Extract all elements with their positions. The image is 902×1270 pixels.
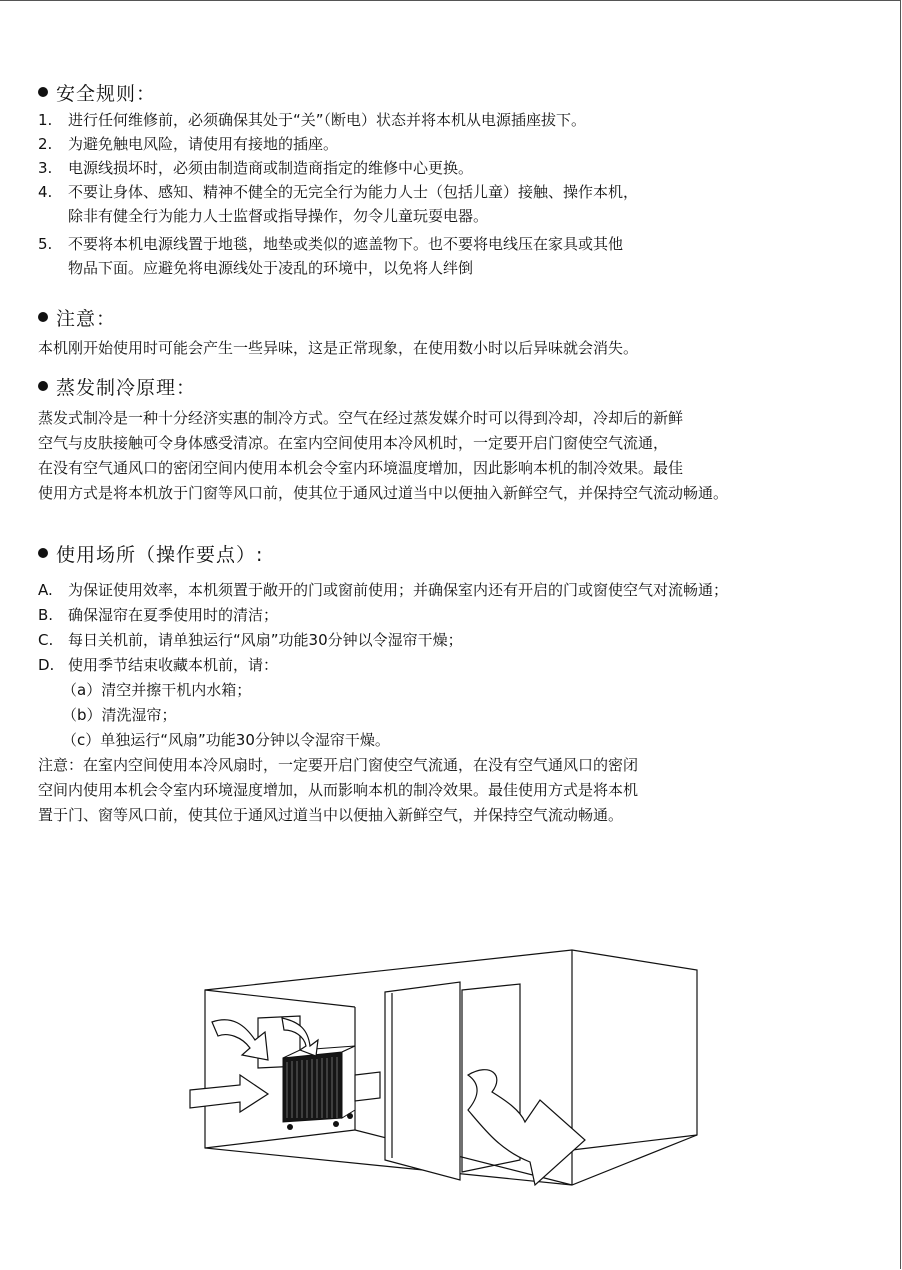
safety-item-3 <box>38 158 473 178</box>
usage-item-d <box>38 655 278 675</box>
usage-item-a <box>38 580 728 600</box>
item-text: 每日关机前，请单独运行“风扇”功能30分钟以令湿帘干燥； <box>68 631 463 649</box>
item-letter: C. <box>38 631 54 649</box>
principle-line-3: 在没有空气通风口的密闭空间内使用本机会令室内环境温度增加，因此影响本机的制冷效果。最佳 <box>38 459 684 477</box>
item-text: 为保证使用效率，本机须置于敞开的门或窗前使用；并确保室内还有开启的门或窗使空气对流畅通； <box>68 581 729 599</box>
usage-subitem-a: （a）清空并擦干机内水箱； <box>62 681 252 699</box>
principle-heading <box>38 376 196 400</box>
safety-item-5 <box>38 234 623 254</box>
principle-line-2: 空气与皮肤接触可令身体感受清凉。在室内空间使用本冷风机时，一定要开启门窗使空气流通， <box>38 434 669 452</box>
bullet-icon <box>38 548 48 558</box>
usage-note-line-1: 注意：在室内空间使用本冷风扇时，一定要开启门窗使空气流通，在没有空气通风口的密闭 <box>38 756 639 774</box>
item-text: 使用季节结束收藏本机前，请： <box>68 656 279 674</box>
item-letter: B. <box>38 606 54 624</box>
airflow-out-stream-icon <box>355 1072 380 1101</box>
item-text: 不要将本机电源线置于地毯，地垫或类似的遮盖物下。也不要将电线压在家具或其他 <box>68 235 624 253</box>
item-number: 1. <box>38 111 53 129</box>
usage-subitem-c: （c）单独运行“风扇”功能30分钟以令湿帘干燥。 <box>62 731 390 749</box>
notice-title: 注意： <box>56 308 117 330</box>
item-number: 5. <box>38 235 53 253</box>
item-text: 进行任何维修前，必须确保其处于“关”（断电）状态并将本机从电源插座拔下。 <box>68 111 587 129</box>
safety-item-1 <box>38 110 586 130</box>
bullet-icon <box>38 312 48 322</box>
item-text: 确保湿帘在夏季使用时的清洁； <box>68 606 279 624</box>
item-text: 电源线损坏时，必须由制造商或制造商指定的维修中心更换。 <box>68 159 474 177</box>
item-letter: D. <box>38 656 55 674</box>
notice-heading <box>38 307 116 331</box>
room-airflow-illustration <box>180 945 705 1195</box>
airflow-window-arrow-icon <box>212 1020 268 1060</box>
usage-subitem-b: （b）清洗湿帘； <box>62 706 177 724</box>
safety-item-2 <box>38 134 338 154</box>
room-edge <box>205 990 355 1007</box>
notice-text: 本机刚开始使用时可能会产生一些异味，这是正常现象，在使用数小时以后异味就会消失。 <box>38 339 639 357</box>
usage-title: 使用场所（操作要点）: <box>56 544 264 566</box>
usage-heading <box>38 543 263 567</box>
usage-item-b <box>38 605 278 625</box>
bullet-icon <box>38 381 48 391</box>
usage-note-line-3: 置于门、窗等风口前，使其位于通风过道当中以便抽入新鲜空气，并保持空气流动畅通。 <box>38 806 624 824</box>
usage-item-c <box>38 630 463 650</box>
safety-item-4-continued: 除非有健全行为能力人士监督或指导操作，勿令儿童玩耍电器。 <box>68 207 489 225</box>
item-text: 为避免触电风险，请使用有接地的插座。 <box>68 135 339 153</box>
open-door <box>385 982 460 1180</box>
item-letter: A. <box>38 581 53 599</box>
item-number: 2. <box>38 135 53 153</box>
air-cooler-icon <box>283 1046 355 1130</box>
safety-title: 安全规则： <box>56 83 157 105</box>
safety-item-4 <box>38 182 638 202</box>
item-number: 3. <box>38 159 53 177</box>
principle-line-1: 蒸发式制冷是一种十分经济实惠的制冷方式。空气在经过蒸发媒介时可以得到冷却，冷却后的新鲜 <box>38 409 684 427</box>
item-text: 不要让身体、感知、精神不健全的无完全行为能力人士（包括儿童）接触、操作本机， <box>68 183 639 201</box>
principle-line-4: 使用方式是将本机放于门窗等风口前，使其位于通风过道当中以便抽入新鲜空气，并保持空气流动畅通。 <box>38 484 729 502</box>
safety-item-5-continued: 物品下面。应避免将电源线处于凌乱的环境中，以免将人绊倒 <box>68 259 474 277</box>
item-number: 4. <box>38 183 53 201</box>
principle-title: 蒸发制冷原理： <box>56 377 197 399</box>
bullet-icon <box>38 87 48 97</box>
usage-note-line-2: 空间内使用本机会令室内环境湿度增加，从而影响本机的制冷效果。最佳使用方式是将本机 <box>38 781 639 799</box>
airflow-in-arrow-icon <box>190 1075 268 1112</box>
safety-heading <box>38 82 156 106</box>
